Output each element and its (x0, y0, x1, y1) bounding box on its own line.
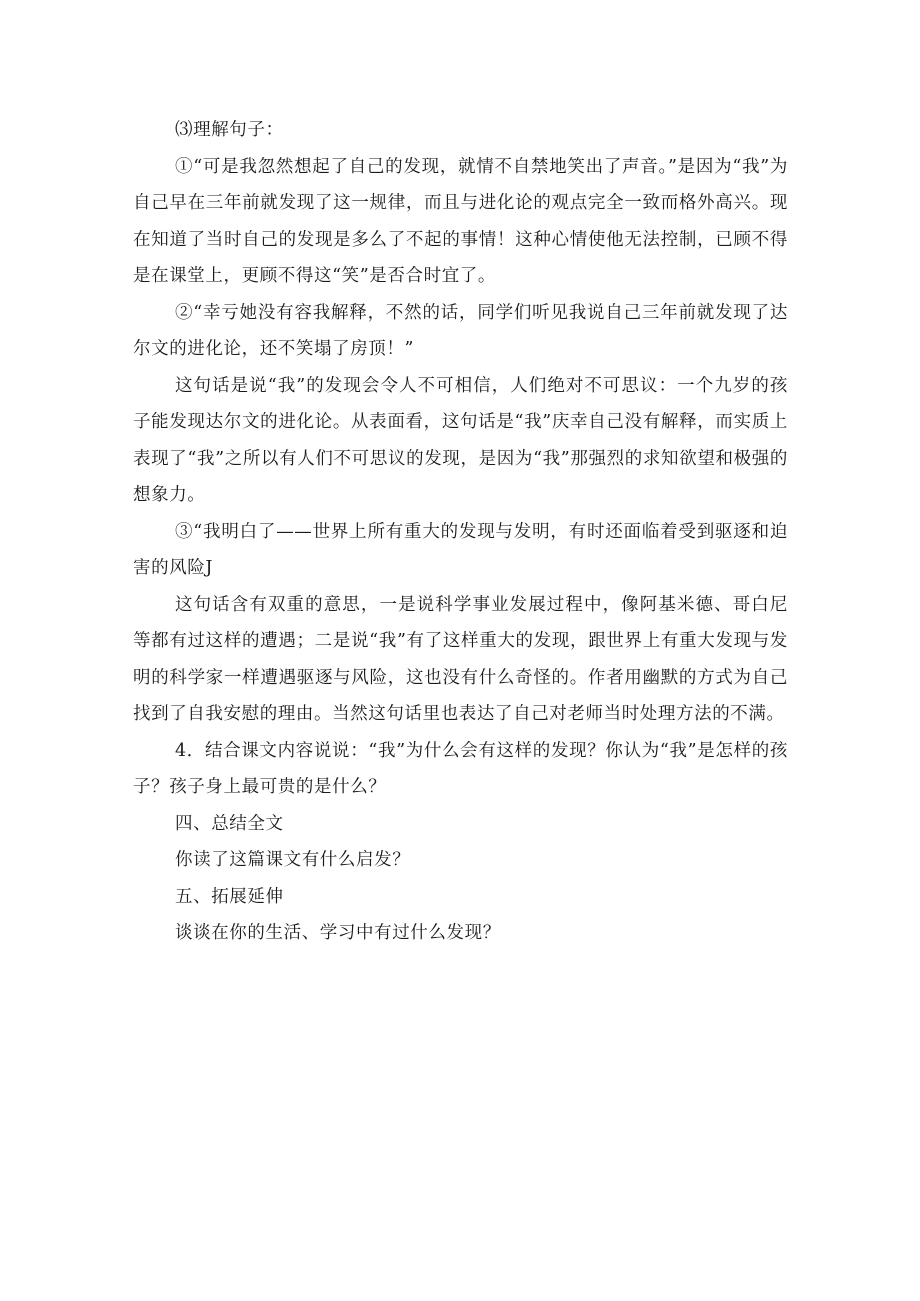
document-body (133, 112, 788, 952)
question-4: 4．结合课文内容说说：“我”为什么会有这样的发现？你认为“我”是怎样的孩子？孩子身上最可贵的是什么？ (133, 740, 788, 797)
section-heading-understand-sentences: ⑶理解句子： (175, 120, 284, 140)
sentence-explanation-2: 这句话是说“我”的发现会令人不可相信，人们绝对不可思议：一个九岁的孩子能发现达尔文的进化论。从表面看，这句话是“我”庆幸自己没有解释，而实质上表现了“我”之所以有人们不可思议的发现，是因为“我”那强烈的求知欲望和极强的想象力。 (133, 375, 788, 505)
summary-question: 你读了这篇课文有什么启发？ (175, 850, 411, 870)
sentence-quote-3: ③“我明白了——世界上所有重大的发现与发明，有时还面临着受到驱逐和迫害的风险J (133, 521, 788, 578)
section-heading-summary: 四、总结全文 (175, 813, 284, 834)
sentence-explanation-3: 这句话含有双重的意思，一是说科学事业发展过程中，像阿基米德、哥白尼等都有过这样的遭遇；二是说“我”有了这样重大的发现，跟世界上有重大发现与发明的科学家一样遭遇驱逐与风险，这也没有什么奇怪的。作者用幽默的方式为自己找到了自我安慰的理由。当然这句话里也表达了自己对老师当时处理方法的不满。 (133, 594, 788, 724)
sentence-quote-2: ②“幸亏她没有容我解释，不然的话，同学们听见我说自己三年前就发现了达尔文的进化论，还不笑塌了房顶！” (133, 302, 788, 359)
section-heading-extension: 五、拓展延伸 (175, 886, 284, 907)
extension-question: 谈谈在你的生活、学习中有过什么发现？ (175, 923, 501, 943)
sentence-analysis-1: ①“可是我忽然想起了自己的发现，就情不自禁地笑出了声音。”是因为“我”为自己早在三年前就发现了这一规律，而且与进化论的观点完全一致而格外高兴。现在知道了当时自己的发现是多么了不起的事情！这种心情使他无法控制，已顾不得是在课堂上，更顾不得这“笑”是否合时宜了。 (133, 156, 788, 286)
